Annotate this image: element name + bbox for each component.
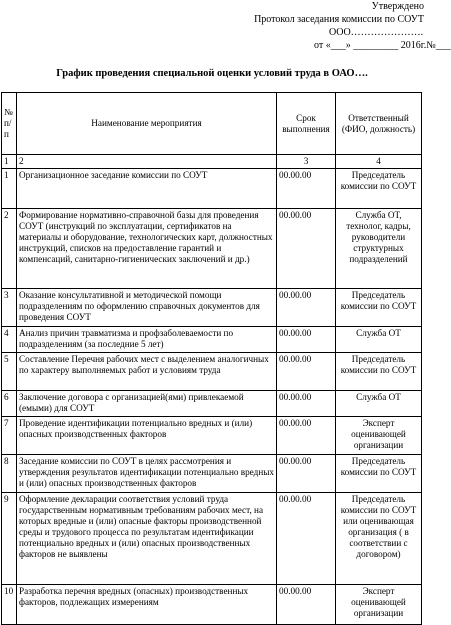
row-activity: Заключение договора с организацией(ями) привлекаемой (емыми) для СОУТ (17, 391, 277, 417)
row-responsible: Председатель комиссии по СОУТ или оценивающая организация ( в соответствии с договором) (336, 493, 422, 585)
table-row (2, 585, 422, 625)
row-term: 00.00.00 (277, 327, 336, 353)
row-responsible: Служба ОТ (336, 327, 422, 353)
table-row (2, 391, 422, 417)
table-row (2, 289, 422, 327)
row-number: 7 (2, 417, 17, 455)
table-row (2, 209, 422, 289)
row-number: 2 (2, 209, 17, 289)
table-row (2, 455, 422, 493)
row-responsible: Служба ОТ (336, 391, 422, 417)
table-row (2, 353, 422, 391)
row-term: 00.00.00 (277, 209, 336, 289)
row-number: 1 (2, 169, 17, 209)
table-header-row (2, 93, 422, 155)
row-responsible: Эксперт оценивающей организации (336, 417, 422, 455)
row-activity: Заседание комиссии по СОУТ в целях рассмотрения и утверждения результатов идентификации потенциально вредных и (или) опасных производственных факторов (17, 455, 277, 493)
row-number: 3 (2, 289, 17, 327)
schedule-table (1, 92, 422, 625)
approval-line-protocol: Протокол заседания комиссии по СОУТ (254, 14, 424, 25)
header-name: Наименование мероприятия (17, 93, 277, 155)
row-responsible: Эксперт оценивающей организации (336, 585, 422, 625)
row-term: 00.00.00 (277, 353, 336, 391)
header-number: № п/п (2, 93, 17, 155)
approval-line-company: ООО…………………. (329, 27, 424, 38)
row-term: 00.00.00 (277, 289, 336, 327)
column-number: 2 (17, 155, 277, 169)
row-number: 6 (2, 391, 17, 417)
row-activity: Анализ причин травматизма и профзаболеваемости по подразделениям (за последние 5 лет) (17, 327, 277, 353)
column-number: 4 (336, 155, 422, 169)
row-activity: Составление Перечня рабочих мест с выделением аналогичных по характеру выполняемых работ и условиям труда (17, 353, 277, 391)
row-term: 00.00.00 (277, 391, 336, 417)
row-activity: Организационное заседание комиссии по СОУТ (17, 169, 277, 209)
approval-block (234, 0, 451, 52)
row-activity: Проведение идентификации потенциально вредных и (или) опасных производственных факторов (17, 417, 277, 455)
row-term: 00.00.00 (277, 493, 336, 585)
row-term: 00.00.00 (277, 417, 336, 455)
header-responsible: Ответственный (ФИО, должность) (336, 93, 422, 155)
row-number: 4 (2, 327, 17, 353)
row-responsible: Служба ОТ, технолог, кадры, руководители структурных подразделений (336, 209, 422, 289)
row-number: 9 (2, 493, 17, 585)
row-activity: Разработка перечня вредных (опасных) производственных факторов, подлежащих измерениям (17, 585, 277, 625)
row-responsible: Председатель комиссии по СОУТ (336, 169, 422, 209)
row-responsible: Председатель комиссии по СОУТ (336, 455, 422, 493)
row-activity: Формирование нормативно-справочной базы для проведения СОУТ (инструкций по эксплуатации, сертификатов на материалы и оборудование, технологических карт, должностных инструкций, списков на предоставление гарантий и компенсаций, санитарно-гигиенических заключений и др.) (17, 209, 277, 289)
row-activity: Оказание консультативной и методической помощи подразделениям по оформлению справочных документов для проведения СОУТ (17, 289, 277, 327)
row-responsible: Председатель комиссии по СОУТ (336, 289, 422, 327)
row-activity: Оформление декларации соответствия условий труда государственным нормативным требованиям рабочих мест, на которых вредные и (или) опасные факторы производственной среды и трудового процесса по результатам идентификации потенциально вредных и (или) опасных производственных факторов не выявлены (17, 493, 277, 585)
row-term: 00.00.00 (277, 585, 336, 625)
column-number: 3 (277, 155, 336, 169)
document-title: График проведения специальной оценки условий труда в ОАО…. (56, 68, 368, 79)
column-number-row (2, 155, 422, 169)
row-number: 10 (2, 585, 17, 625)
row-term: 00.00.00 (277, 455, 336, 493)
table-row (2, 169, 422, 209)
row-number: 5 (2, 353, 17, 391)
row-term: 00.00.00 (277, 169, 336, 209)
table-row (2, 417, 422, 455)
column-number: 1 (2, 155, 17, 169)
table-row (2, 327, 422, 353)
approval-line-date: от «___» _________ 2016г.№___ (314, 40, 451, 51)
table-row (2, 493, 422, 585)
approval-line-approved: Утвержденo (371, 1, 424, 12)
row-number: 8 (2, 455, 17, 493)
row-responsible: Председатель комиссии по СОУТ (336, 353, 422, 391)
header-term: Срок выполнения (277, 93, 336, 155)
